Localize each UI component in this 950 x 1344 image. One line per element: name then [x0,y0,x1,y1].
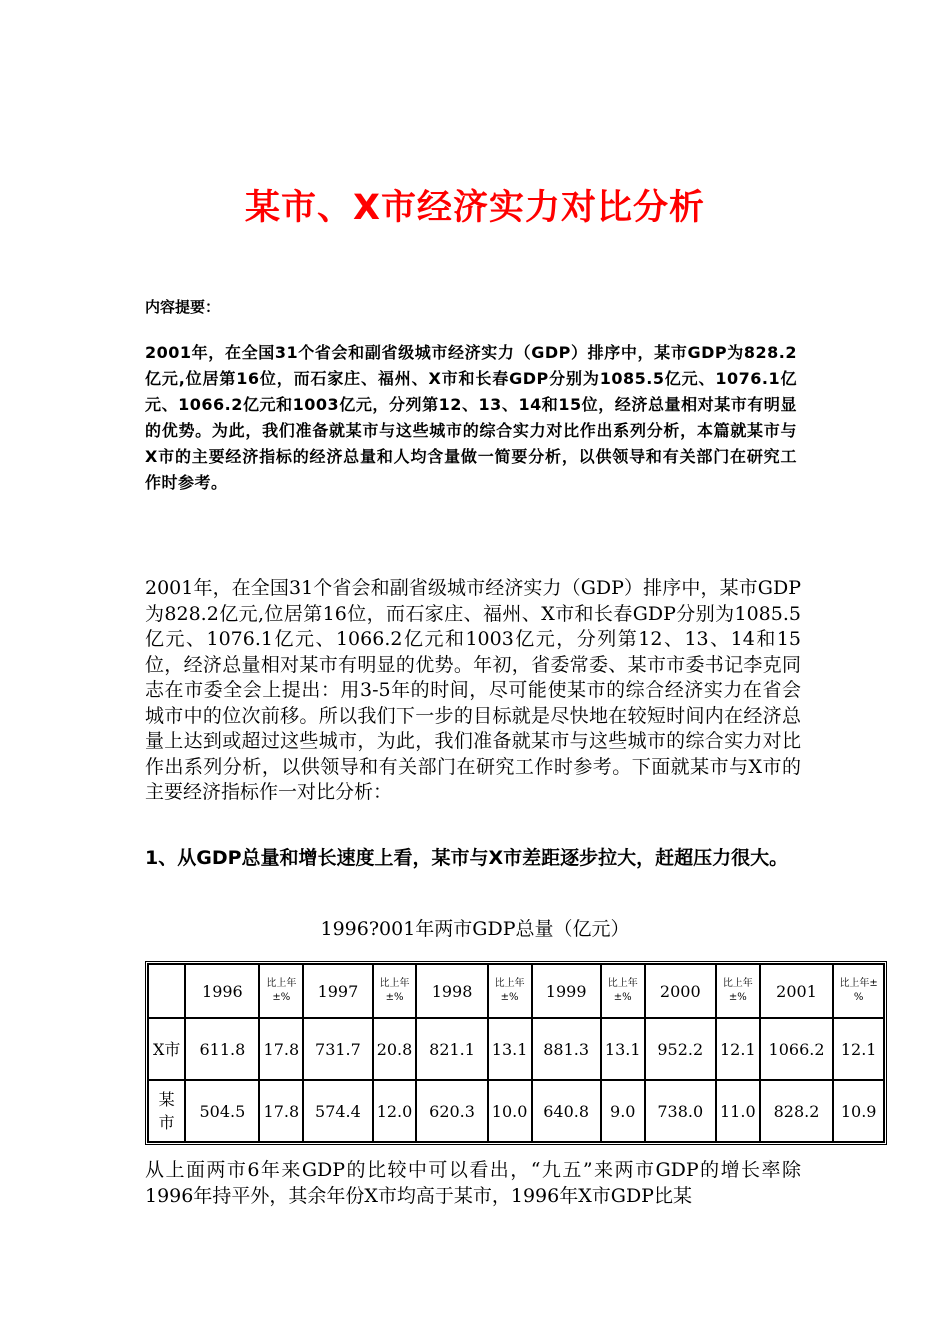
header-cell: 2000 [645,964,716,1018]
table-cell: 9.0 [601,1080,645,1142]
body-paragraph-1: 2001年，在全国31个省会和副省级城市经济实力（GDP）排序中，某市GDP为828.2亿元,位居第16位，而石家庄、福州、X市和长春GDP分别为1085.5亿元、1076.1亿元、1066.2亿元和1003亿元，分列第12、13、14和15位，经济总量相对某市有明显的优势。年初，省委常委、某市市委书记李克同志在市委全会上提出：用3-5年的时间，尽可能使某市的综合经济实力在省会城市中的位次前移。所以我们下一步的目标就是尽快地在较短时间内在经济总量上达到或超过这些城市，为此，我们准备就某市与这些城市的综合实力对比作出系列分析，以供领导和有关部门在研究工作时参考。下面就某市与X市的主要经济指标作一对比分析： [145,577,801,803]
body-paragraph-2: 从上面两市6年来GDP的比较中可以看出，“九五”来两市GDP的增长率除1996年持平外，其余年份X市均高于某市，1996年X市GDP比某 [145,1159,801,1207]
abstract-paragraph: 2001年，在全国31个省会和副省级城市经济实力（GDP）排序中，某市GDP为828.2亿元,位居第16位，而石家庄、福州、X市和长春GDP分别为1085.5亿元、1076.1亿元、1066.2亿元和1003亿元，分列第12、13、14和15位，经济总量相对某市有明显的优势。为此，我们准备就某市与这些城市的综合实力对比作出系列分析，本篇就某市与X市的主要经济指标的经济总量和人均含量做一简要分析，以供领导和有关部门在研究工作时参考。 [145,343,797,492]
table-cell: 13.1 [488,1018,532,1080]
header-cell [148,964,185,1018]
header-cell: 比上年±% [488,964,532,1018]
table-header-row [148,964,884,1018]
table-cell: 738.0 [645,1080,716,1142]
table-cell: 20.8 [373,1018,417,1080]
table-cell: X市 [148,1018,185,1080]
document-title: 某市、X市经济实力对比分析 [245,188,705,228]
table-cell: 12.0 [373,1080,417,1142]
header-cell: 2001 [760,964,834,1018]
table-cell: 17.8 [259,1018,303,1080]
table-row [148,1018,884,1080]
table-cell: 17.8 [259,1080,303,1142]
table-cell: 10.0 [488,1080,532,1142]
header-cell: 1997 [303,964,372,1018]
table-caption: 1996?001年两市GDP总量（亿元） [320,918,630,940]
table-cell: 611.8 [185,1018,259,1080]
table-cell: 828.2 [760,1080,834,1142]
table-cell: 某市 [148,1080,185,1142]
table-cell: 1066.2 [760,1018,834,1080]
table-cell: 11.0 [716,1080,760,1142]
header-cell: 比上年±% [373,964,417,1018]
table-cell: 574.4 [303,1080,372,1142]
table-cell: 881.3 [532,1018,601,1080]
gdp-table [145,961,887,1145]
table-cell: 10.9 [833,1080,884,1142]
table-cell: 731.7 [303,1018,372,1080]
table-cell: 640.8 [532,1080,601,1142]
table-row [148,1080,884,1142]
table-cell: 12.1 [716,1018,760,1080]
table-cell: 821.1 [416,1018,487,1080]
header-cell: 1999 [532,964,601,1018]
header-cell: 比上年±% [601,964,645,1018]
header-cell: 比上年±% [716,964,760,1018]
table-cell: 13.1 [601,1018,645,1080]
table-cell: 952.2 [645,1018,716,1080]
header-cell: 比上年±% [833,964,884,1018]
table-cell: 504.5 [185,1080,259,1142]
table-cell: 12.1 [833,1018,884,1080]
table-cell: 620.3 [416,1080,487,1142]
header-cell: 比上年±% [259,964,303,1018]
header-cell: 1996 [185,964,259,1018]
header-cell: 1998 [416,964,487,1018]
section-heading-1: 1、从GDP总量和增长速度上看，某市与X市差距逐步拉大，赶超压力很大。 [145,847,789,869]
abstract-label: 内容提要： [145,298,221,316]
